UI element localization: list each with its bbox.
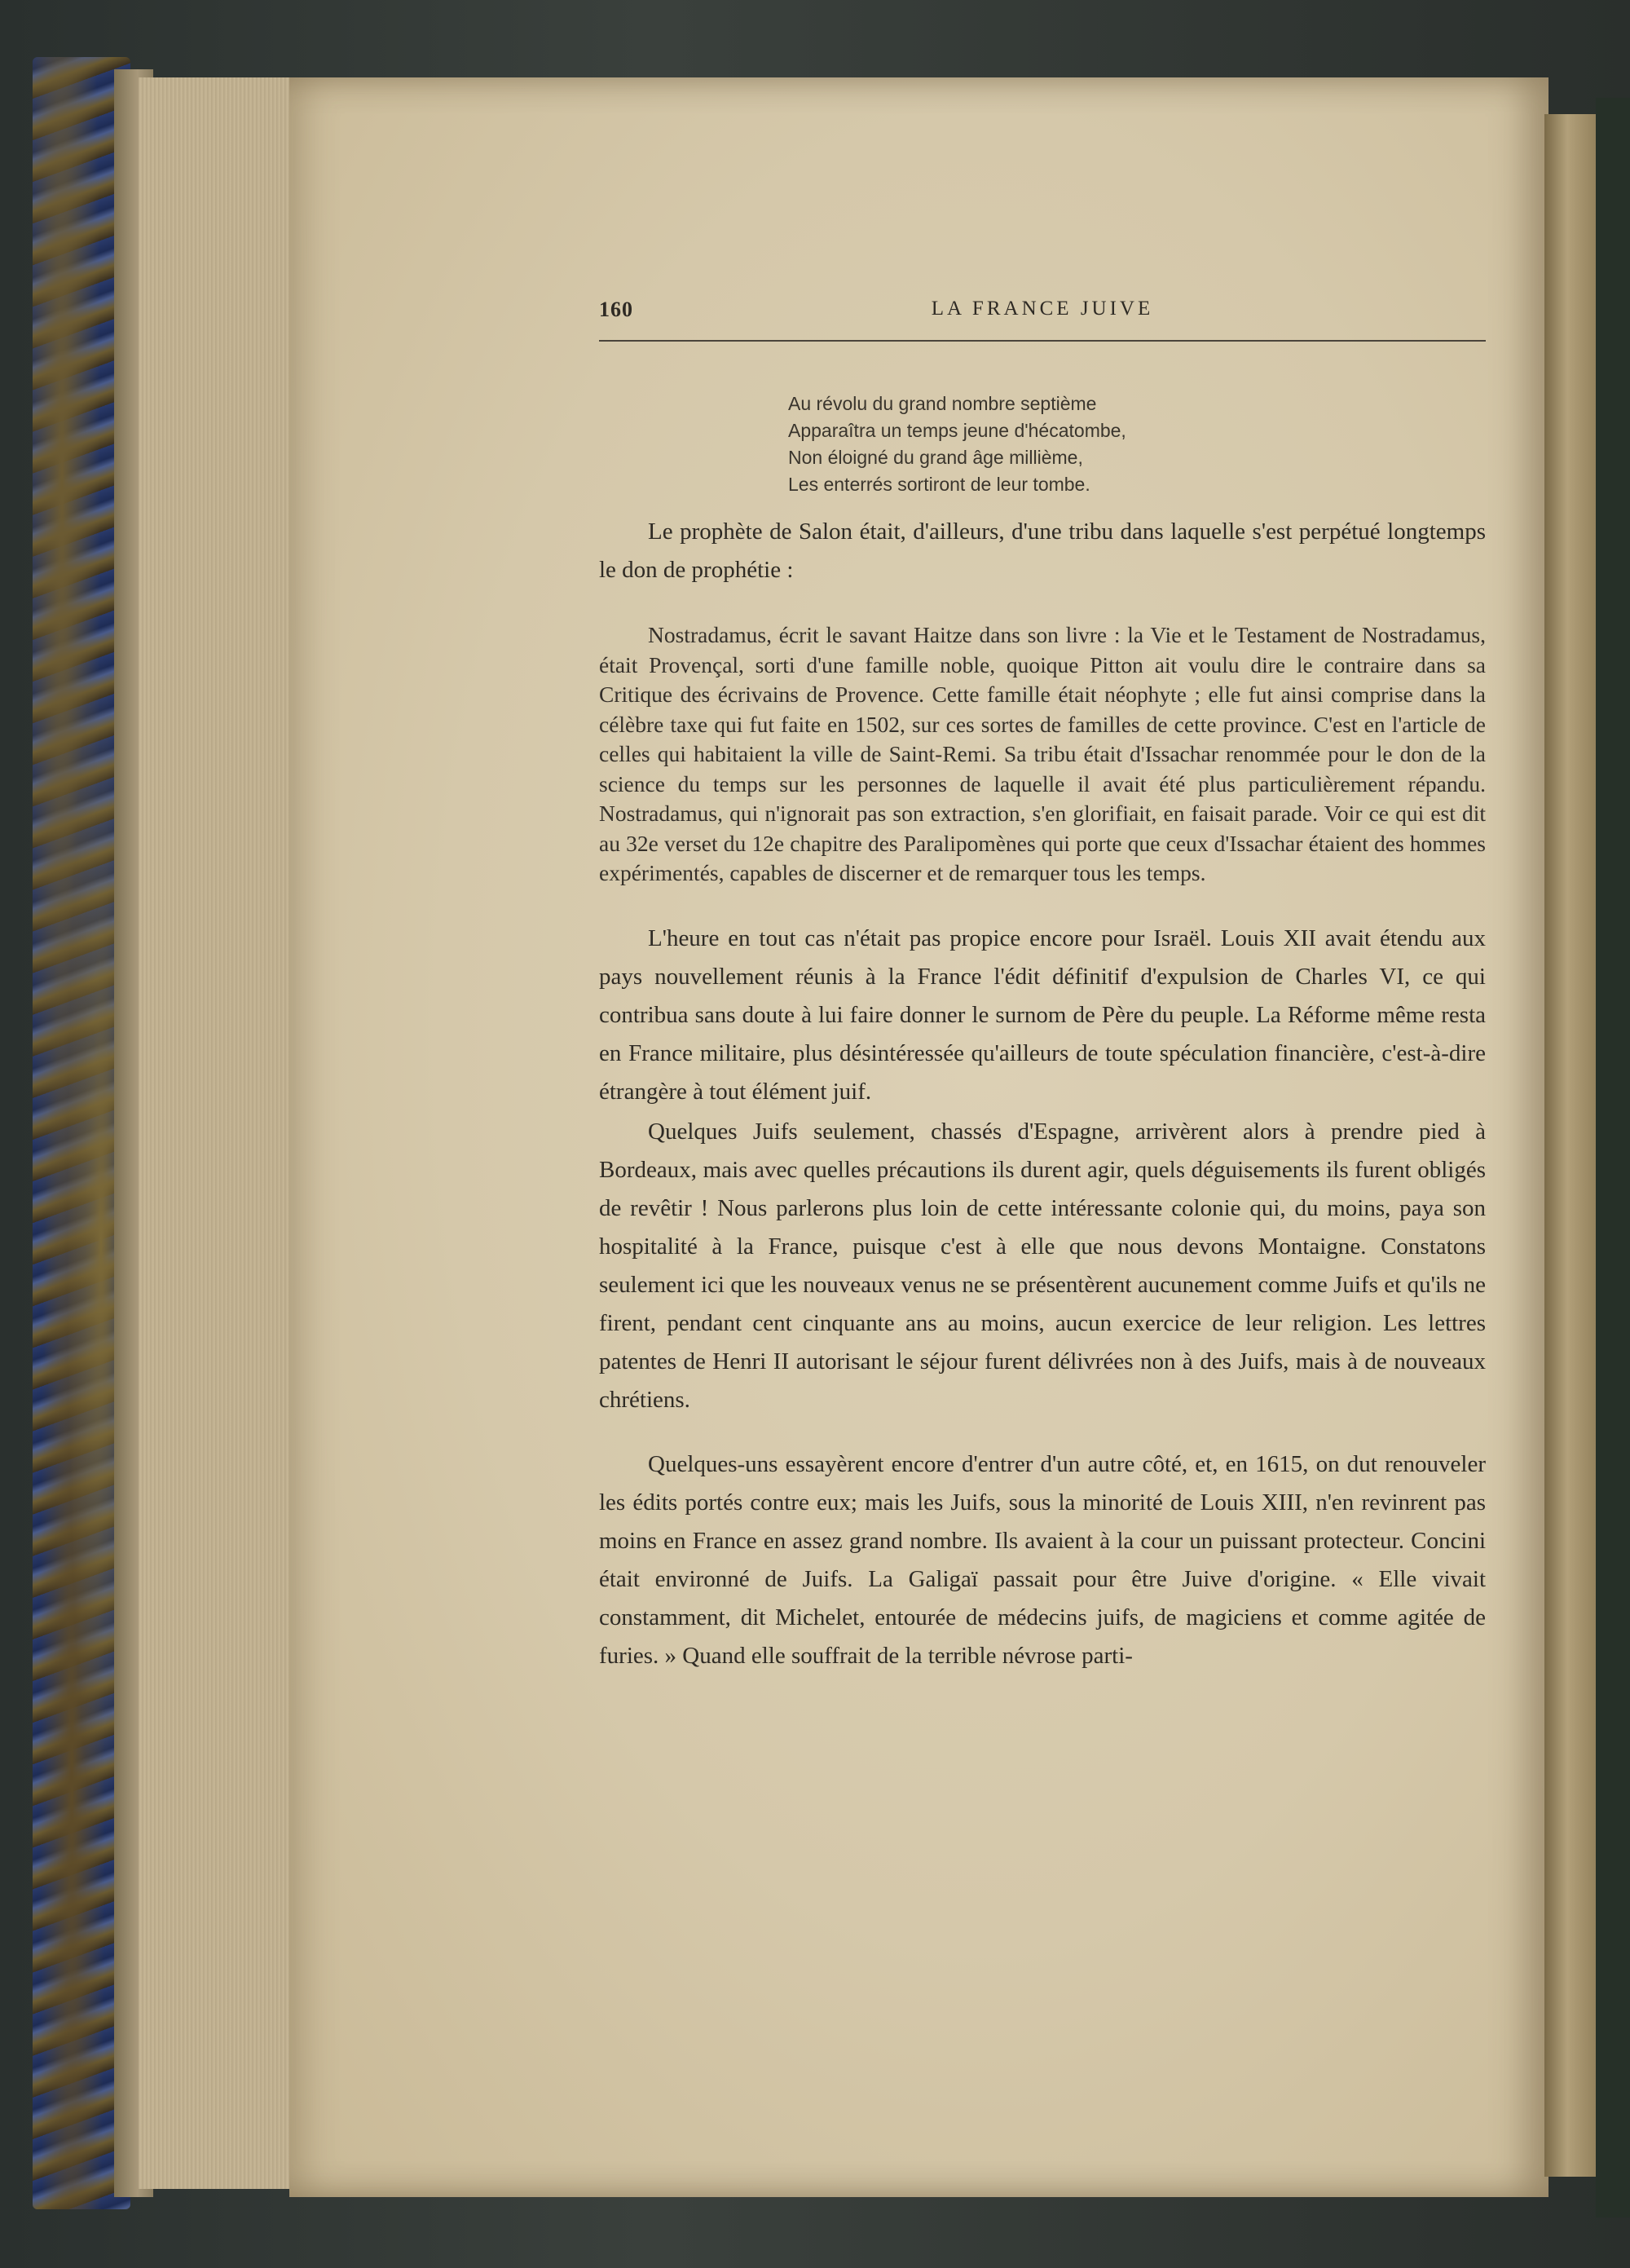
verse-line: Non éloigné du grand âge millième, xyxy=(788,447,1083,468)
verse-quatrain xyxy=(788,391,1486,498)
right-page-edge xyxy=(1544,114,1601,2177)
verse-line: Les enterrés sortiront de leur tombe. xyxy=(788,474,1090,495)
right-cover-board xyxy=(1596,98,1630,2217)
running-header xyxy=(599,289,1486,342)
page-block-edge xyxy=(139,77,302,2189)
paragraph-prophet: Le prophète de Salon était, d'ailleurs, d'une tribu dans laquelle s'est perpétué longtemps le don de prophétie : xyxy=(599,518,1486,583)
block-quote-haitze: Nostradamus, écrit le savant Haitze dans son livre : la Vie et le Testament de Nostradamus, était Provençal, sorti d'une famille noble, quoique Pitton ait voulu dire le contraire dans sa Critique des écrivains de Provence. Cette famille était néophyte ; elle fut ainsi comprise dans la célèbre taxe qui fut faite en 1502, sur ces sortes de familles de cette province. C'est en l'article de celles qui habitaient la ville de Saint-Remi. Sa tribu était d'Issachar renommée pour le don de la science du temps sur les personnes de laquelle il avait été plus particulièrement répandu. Nostradamus, qui n'ignorait pas son extraction, s'en glorifiait, en faisait parade. Voir ce qui est dit au 32e verset du 12e chapitre des Paralipomènes qui porte que ceux d'Issachar étaient des hommes expérimentés, capables de discerner et de remarquer tous les temps. xyxy=(599,622,1486,885)
verse-line: Apparaîtra un temps jeune d'hécatombe, xyxy=(788,420,1126,441)
page-text xyxy=(599,289,1486,1675)
paragraph-louis-xiii: Quelques-uns essayèrent encore d'entrer d'un autre côté, et, en 1615, on dut renouveler les édits portés contre eux; mais les Juifs, sous la minorité de Louis XIII, n'en revinrent pas moins en France en assez grand nombre. Ils avaient à la cour un puissant protecteur. Concini était environné de Juifs. La Galigaï passait pour être Juive d'origine. « Elle vivait constamment, dit Michelet, entourée de médecins juifs, de magiciens et comme agitée de furies. » Quand elle souffrait de la terrible névrose parti- xyxy=(599,1450,1486,1669)
paragraph-louis-xii: L'heure en tout cas n'était pas propice encore pour Israël. Louis XII avait étendu aux pays nouvellement réunis à la France l'édit définitif d'expulsion de Charles VI, ce qui contribua sans doute à lui faire donner le surnom de Père du peuple. La Réforme même resta en France militaire, plus désintéressée qu'ailleurs de toute spéculation financière, c'est-à-dire étrangère à tout élément juif. xyxy=(599,924,1486,1105)
paragraph-bordeaux: Quelques Juifs seulement, chassés d'Espagne, arrivèrent alors à prendre pied à Bordeaux, mais avec quelles précautions ils durent agir, quels déguisements ils furent obligés de revêtir ! Nous parlerons plus loin de cette intéressante colonie qui, du moins, paya son hospitalité à la France, puisque c'est à elle que nous devons Montaigne. Constatons seulement ici que les nouveaux venus ne se présentèrent aucunement comme Juifs et qu'ils ne firent, pendant cent cinquante ans au moins, aucun exercice de leur religion. Les lettres patentes de Henri II autorisant le séjour furent délivrées non à des Juifs, mais à de nouveaux chrétiens. xyxy=(599,1118,1486,1413)
verse-line: Au révolu du grand nombre septième xyxy=(788,393,1097,414)
page-number: 160 xyxy=(599,298,633,321)
running-title: LA FRANCE JUIVE xyxy=(931,298,1154,320)
